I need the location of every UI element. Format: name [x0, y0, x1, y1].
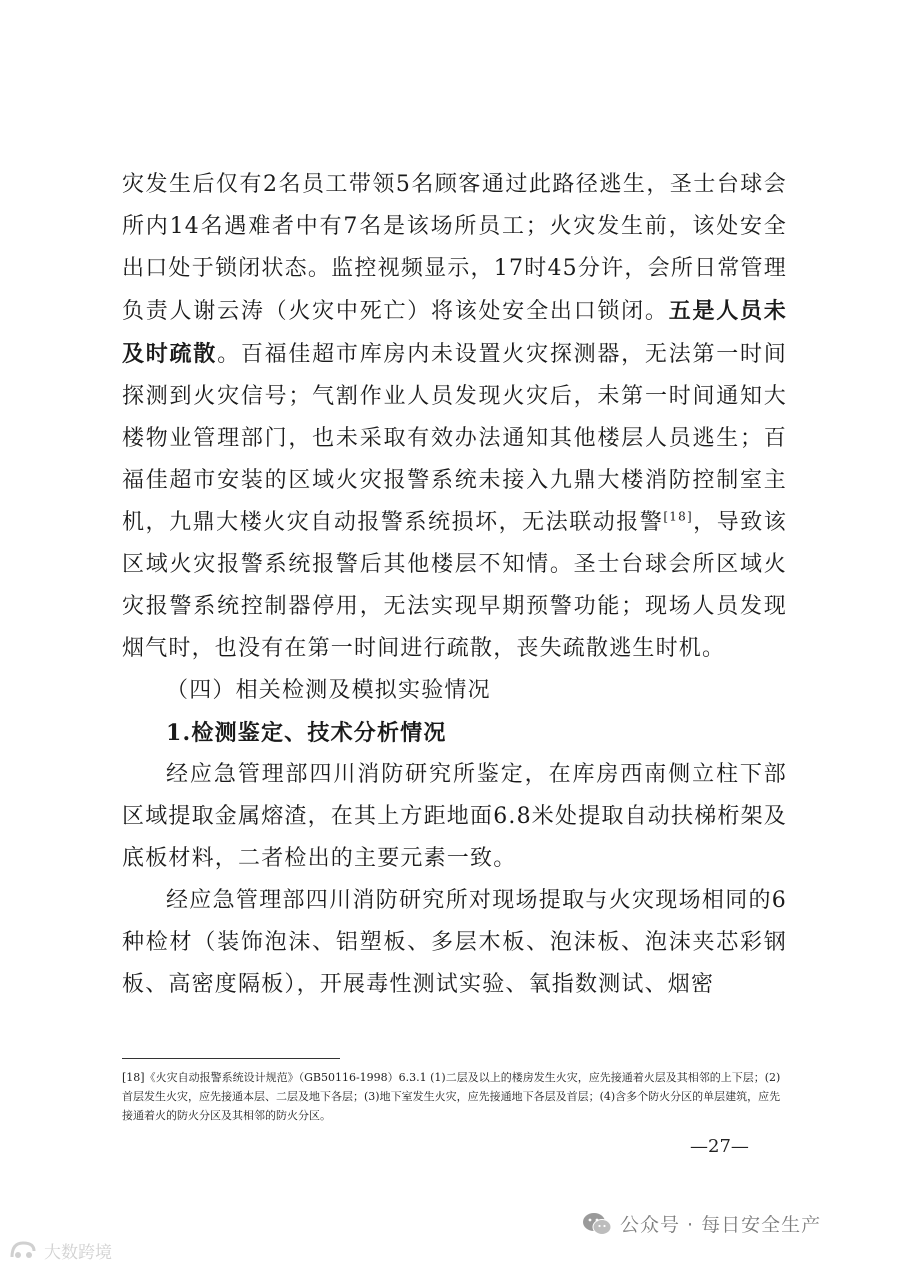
- page-number: —27—: [690, 1136, 749, 1157]
- paragraph-1-bold-heading: 五是人员未及时疏散: [122, 298, 787, 367]
- body-text: [122, 164, 787, 1006]
- wechat-icon: [582, 1211, 612, 1237]
- paragraph-1-part-a: 灾发生后仅有2名员工带领5名顾客通过此路径逃生，圣士台球会所内14名遇难者中有7名是该场所员工；火灾发生前，该处安全出口处于锁闭状态。监控视频显示，17时45分许，会所日常管理负责人谢云涛（火灾中死亡）将该处安全出口锁闭。: [122, 172, 787, 324]
- paragraph-1-part-c: ，导致该区域火灾报警系统报警后其他楼层不知情。圣士台球会所区域火灾报警系统控制器停用，无法实现早期预警功能；现场人员发现烟气时，也没有在第一时间进行疏散，丧失疏散逃生时机。: [122, 510, 787, 661]
- paragraph-1: [122, 164, 787, 670]
- brand-watermark: [8, 1237, 112, 1263]
- wechat-watermark-text: 公众号 · 每日安全生产: [620, 1214, 822, 1236]
- paragraph-1-part-b: 。百福佳超市库房内未设置火灾探测器，无法第一时间探测到火灾信号；气割作业人员发现火灾后，未第一时间通知大楼物业管理部门，也未采取有效办法通知其他楼层人员逃生；百福佳超市安装的区域火灾报警系统未接入九鼎大楼消防控制室主机，九鼎大楼火灾自动报警系统损坏，无法联动报警: [122, 342, 787, 535]
- footnote-reference[interactable]: [18]: [663, 509, 693, 524]
- section-heading: （四）相关检测及模拟实验情况: [166, 678, 491, 703]
- paragraph-3: 经应急管理部四川消防研究所对现场提取与火灾现场相同的6种检材（装饰泡沫、铝塑板、多层木板、泡沫板、泡沫夹芯彩钢板、高密度隔板），开展毒性测试实验、氧指数测试、烟密: [122, 888, 787, 997]
- brand-logo-icon: [8, 1237, 38, 1263]
- footnote-divider: [122, 1058, 340, 1059]
- subsection-heading: 1.检测鉴定、技术分析情况: [166, 720, 447, 746]
- footnote-text: [18]《火灾自动报警系统设计规范》（GB50116-1998）6.3.1 (1)二层及以上的楼房发生火灾，应先接通着火层及其相邻的上下层；(2)首层发生火灾，应先接通本层、二层及地下各层；(3)地下室发生火灾，应先接通地下各层及首层；(4)含多个防火分区的单层建筑，应先接通着火的防火分区及其相邻的防火分区。: [122, 1071, 781, 1122]
- footnote: [122, 1068, 787, 1125]
- paragraph-2: 经应急管理部四川消防研究所鉴定，在库房西南侧立柱下部区域提取金属熔渣，在其上方距地面6.8米处提取自动扶梯桁架及底板材料，二者检出的主要元素一致。: [122, 762, 787, 871]
- wechat-watermark: [582, 1210, 821, 1237]
- brand-watermark-text: 大数跨境: [44, 1242, 112, 1263]
